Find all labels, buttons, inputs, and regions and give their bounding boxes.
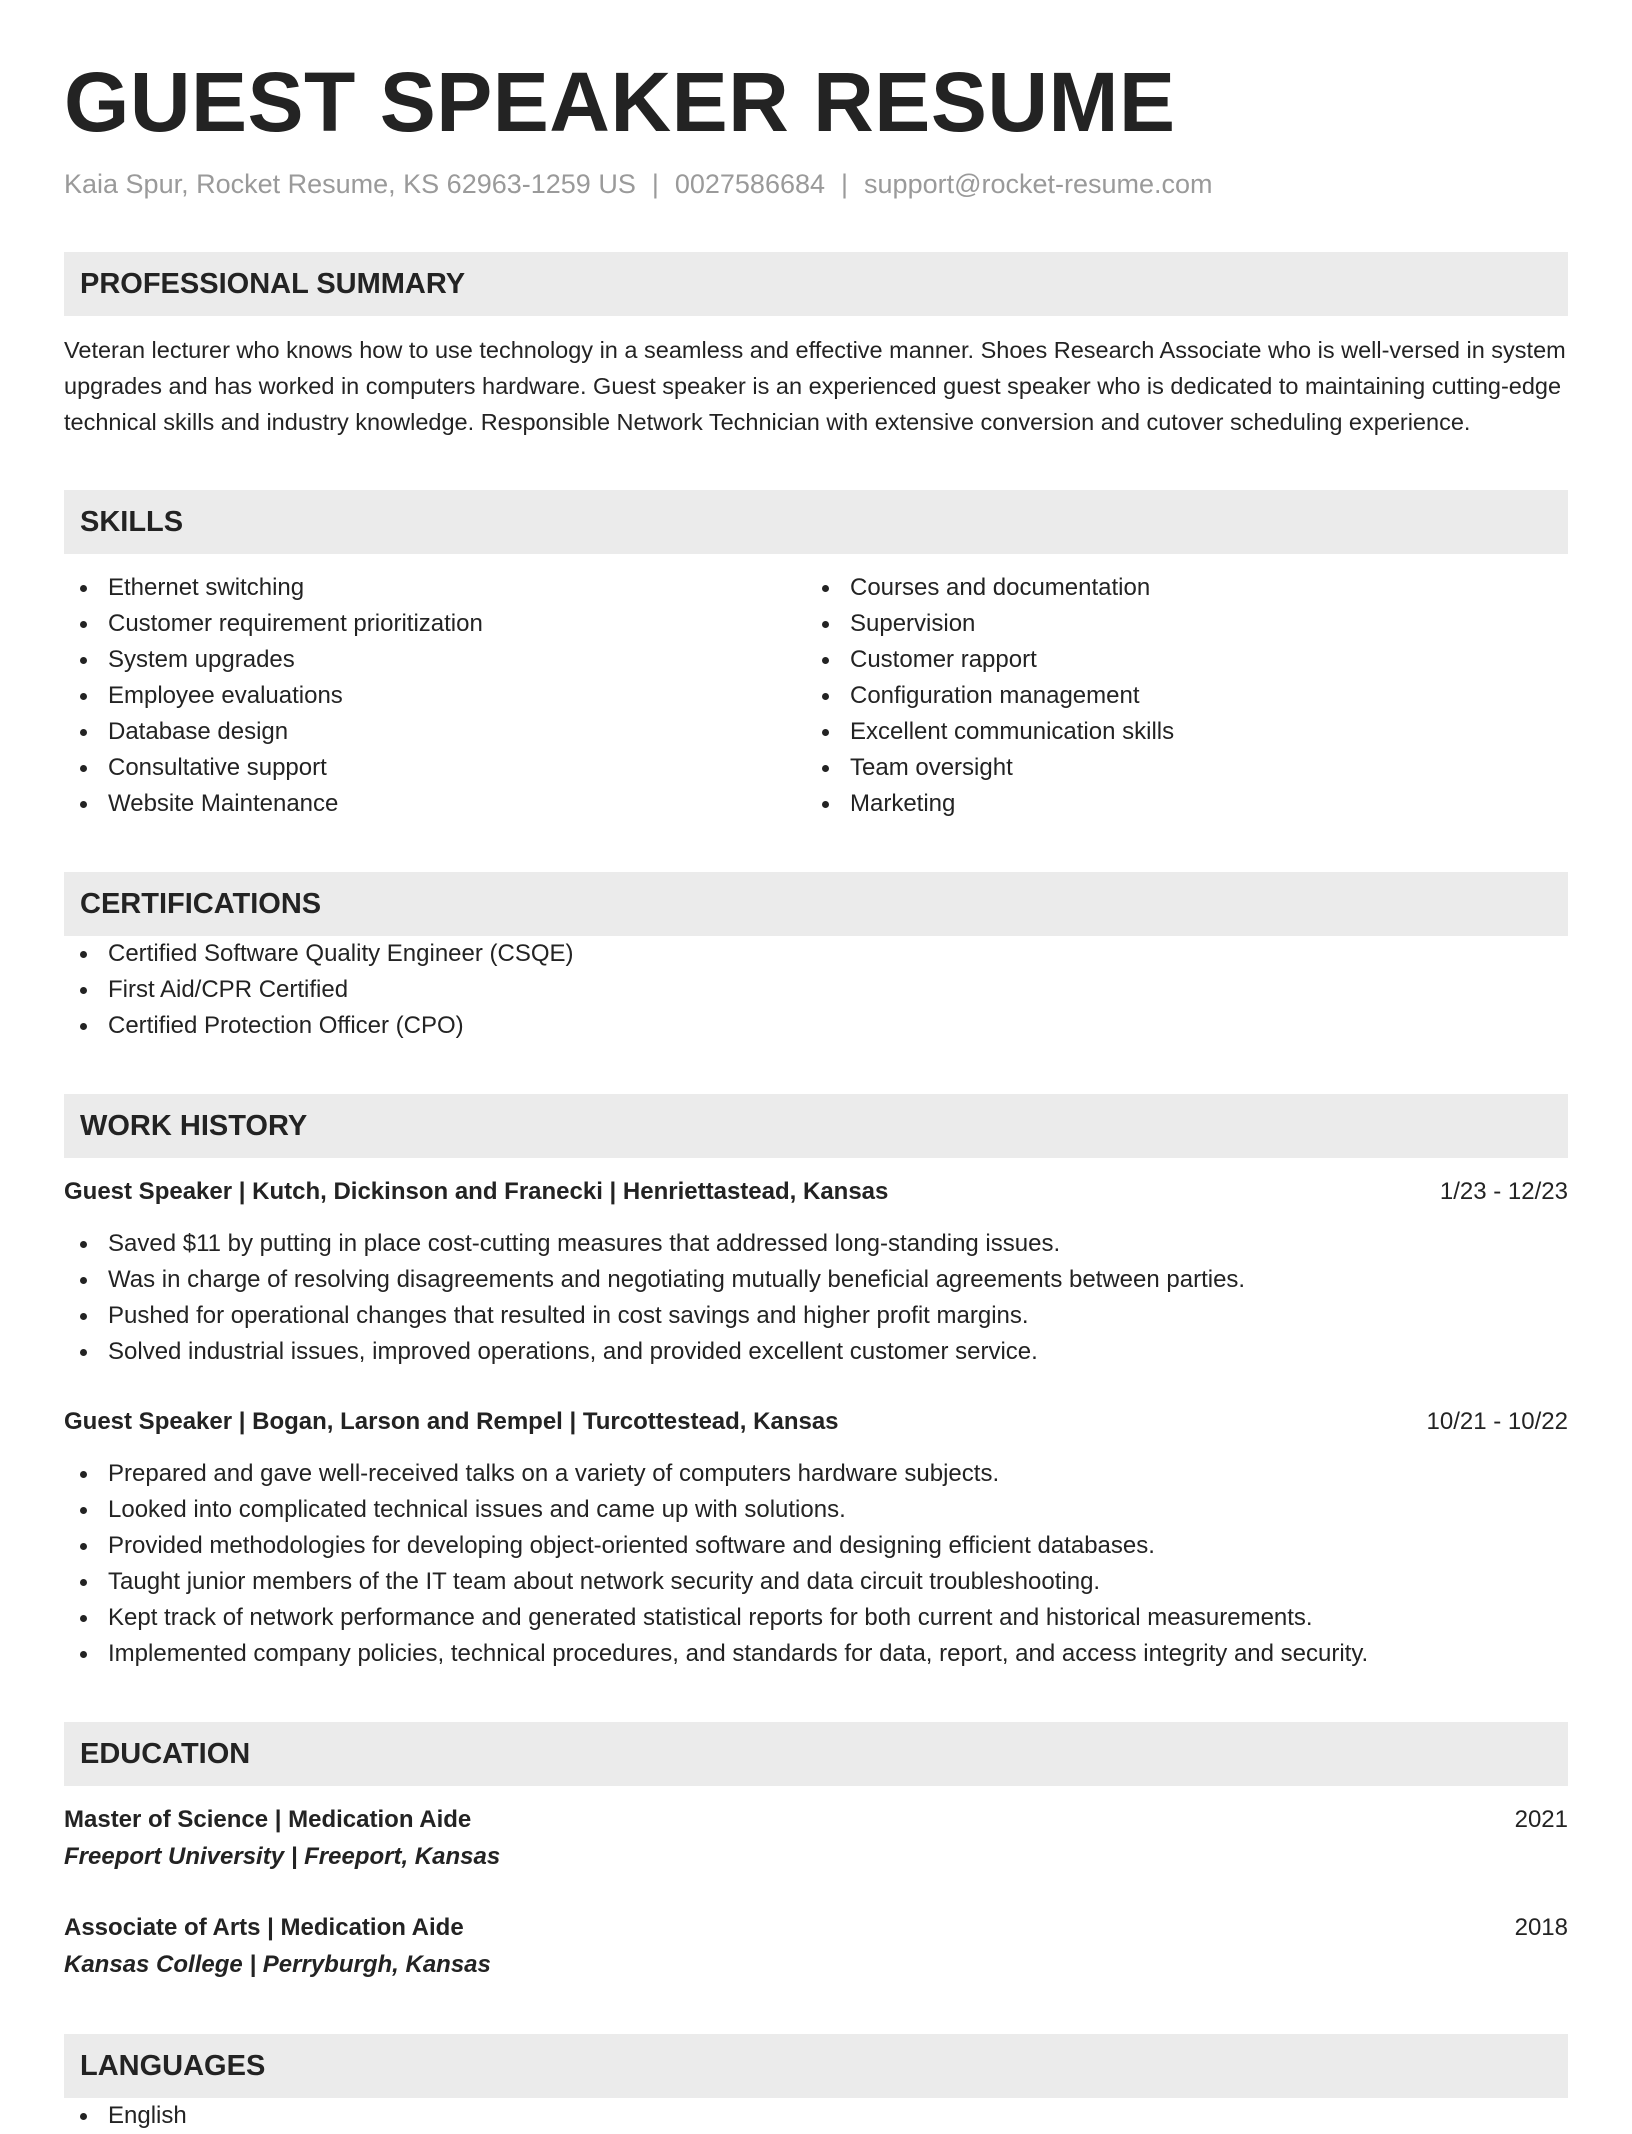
education-entry [64,1802,1568,1876]
job-bullet: Implemented company policies, technical procedures, and standards for data, report, and access integrity and security. [64,1636,1568,1672]
job-title: Guest Speaker | Kutch, Dickinson and Franecki | Henriettastead, Kansas [64,1178,889,1205]
education-heading: EDUCATION [64,1722,1568,1786]
job-bullet: Kept track of network performance and generated statistical reports for both current and historical measurements. [64,1600,1568,1636]
contact-address: Kaia Spur, Rocket Resume, KS 62963-1259 US [64,169,636,199]
job-header [64,1404,1568,1440]
education-header [64,1910,1568,1946]
skill-item: Ethernet switching [64,570,806,606]
skills-right-column [806,570,1548,822]
summary-heading: PROFESSIONAL SUMMARY [64,252,1568,316]
job-bullet: Solved industrial issues, improved operations, and provided excellent customer service. [64,1334,1568,1370]
job-bullet: Taught junior members of the IT team about network security and data circuit troubleshooting. [64,1564,1568,1600]
skill-item: Marketing [806,786,1548,822]
certification-item: Certified Protection Officer (CPO) [64,1008,1568,1044]
job-bullets [64,1456,1568,1672]
skill-item: Excellent communication skills [806,714,1548,750]
education-entry [64,1910,1568,1984]
resume-page [64,52,1568,2134]
contact-separator: | [841,169,849,199]
skill-item: Configuration management [806,678,1548,714]
certifications-list [64,936,1568,1044]
certification-item: First Aid/CPR Certified [64,972,1568,1008]
education-degree: Associate of Arts | Medication Aide [64,1914,464,1941]
job-bullet: Saved $11 by putting in place cost-cutting measures that addressed long-standing issues. [64,1226,1568,1262]
job-bullet: Provided methodologies for developing object-oriented software and designing efficient databases. [64,1528,1568,1564]
contact-line [64,166,1568,202]
languages-list [64,2098,1568,2134]
skill-item: Team oversight [806,750,1548,786]
contact-separator: | [651,169,659,199]
skill-item: Employee evaluations [64,678,806,714]
job-bullet: Prepared and gave well-received talks on a variety of computers hardware subjects. [64,1456,1568,1492]
languages-heading: LANGUAGES [64,2034,1568,2098]
skill-item: Consultative support [64,750,806,786]
skill-item: Supervision [806,606,1548,642]
education-degree: Master of Science | Medication Aide [64,1806,472,1833]
summary-text: Veteran lecturer who knows how to use technology in a seamless and effective manner. Shoes Research Associate who is well-versed in system upgrades and has worked in computers hardware. Guest speaker is an experienced guest speaker who is dedicated to maintaining cutting-edge technical skills and industry knowledge. Responsible Network Technician with extensive conversion and cutover scheduling experience. [64,337,1566,435]
contact-phone: 0027586684 [674,169,826,199]
language-item: English [64,2098,1568,2134]
contact-email[interactable]: support@rocket-resume.com [864,169,1213,199]
work-history-heading: WORK HISTORY [64,1094,1568,1158]
job-dates: 1/23 - 12/23 [1439,1178,1568,1205]
skill-item: System upgrades [64,642,806,678]
skills-heading: SKILLS [64,490,1568,554]
job-title: Guest Speaker | Bogan, Larson and Rempel | Turcottestead, Kansas [64,1408,839,1435]
job-bullet: Looked into complicated technical issues and came up with solutions. [64,1492,1568,1528]
skill-item: Customer rapport [806,642,1548,678]
skill-item: Database design [64,714,806,750]
skills-list [64,570,1568,822]
skill-item: Courses and documentation [806,570,1548,606]
resume-title: GUEST SPEAKER RESUME [64,55,1176,149]
job-bullet: Pushed for operational changes that resulted in cost savings and higher profit margins. [64,1298,1568,1334]
education-school: Freeport University | Freeport, Kansas [64,1843,501,1870]
education-year: 2021 [1514,1806,1568,1833]
skill-item: Customer requirement prioritization [64,606,806,642]
certification-item: Certified Software Quality Engineer (CSQE) [64,936,1568,972]
education-header [64,1802,1568,1838]
certifications-heading: CERTIFICATIONS [64,872,1568,936]
job-header [64,1174,1568,1210]
education-year: 2018 [1514,1914,1568,1941]
job-bullet: Was in charge of resolving disagreements and negotiating mutually beneficial agreements between parties. [64,1262,1568,1298]
skill-item: Website Maintenance [64,786,806,822]
skills-left-column [64,570,806,822]
education-school: Kansas College | Perryburgh, Kansas [64,1951,491,1978]
job-bullets [64,1226,1568,1370]
job-dates: 10/21 - 10/22 [1426,1408,1568,1435]
job-entry [64,1174,1568,1370]
job-entry [64,1404,1568,1672]
